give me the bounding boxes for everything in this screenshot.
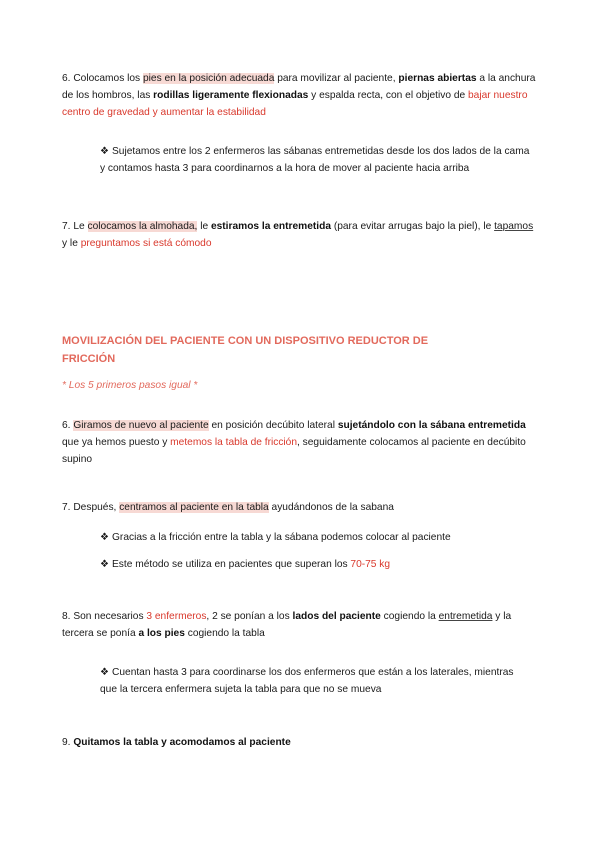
diamond-bullet-icon: ❖ [100,146,110,157]
text: , 2 se ponían a los [206,611,293,622]
bold-feet: a los pies [138,628,185,639]
bullet-text: Sujetamos entre los 2 enfermeros las sábanas entremetidas desde los dos lados de la cama y contamos hasta 3 para coordinarnos a la hora de mover al paciente hacia arriba [100,146,530,174]
text: le [197,221,211,232]
diamond-bullet-icon: ❖ [100,532,110,543]
red-three-nurses: 3 enfermeros [146,611,207,622]
text: 8. Son necesarios [62,611,147,622]
highlight-center-patient: centramos al paciente en la tabla [119,502,269,513]
bold-hold-sheet: sujetándolo con la sábana entremetida [337,420,526,431]
text: para movilizar al paciente, [274,73,399,84]
bullet-friction [100,529,532,546]
note-first-steps: * Los 5 primeros pasos igual * [62,380,198,391]
text: (para evitar arrugas bajo la piel), le [331,221,495,232]
bullet-text: Este método se utiliza en pacientes que superan los [112,559,351,570]
red-ask-comfort: preguntamos si está cómodo [80,238,212,249]
highlight-feet-position: pies en la posición adecuada [142,73,275,84]
paragraph-step-6-turn [62,417,538,468]
bullet-weight [100,556,532,573]
bullet-text: Cuentan hasta 3 para coordinarse los dos enfermeros que están a los laterales, mientras que la tercera enfermera sujeta la tabla para que no se mueva [100,667,514,695]
red-gravity-center: bajar nuestro centro de gravedad y aumentar la estabilidad [62,90,528,118]
text: y le [62,238,81,249]
paragraph-step-7-pillow [62,218,538,252]
underlined-sheet: entremetida [438,611,493,622]
text: y espalda recta, con el objetivo de [308,90,469,101]
section-heading: MOVILIZACIÓN DEL PACIENTE CON UN DISPOSITIVO REDUCTOR DE FRICCIÓN [62,335,429,365]
text: , seguidamente colocamos al paciente en decúbito supino [62,437,526,465]
text: cogiendo la tabla [184,628,265,639]
red-friction-board: metemos la tabla de fricción [170,437,298,448]
text: 7. Le [62,221,88,232]
text: 6. Colocamos los [62,73,143,84]
text: en posición decúbito lateral [208,420,338,431]
underlined-cover: tapamos [494,221,534,232]
text: y la tercera se ponía [62,611,512,639]
paragraph-step-8-nurses [62,608,538,642]
paragraph-step-6-position [62,70,538,121]
paragraph-step-9 [62,734,538,751]
bold-knees-flexed: rodillas ligeramente flexionadas [153,90,309,101]
diamond-bullet-icon: ❖ [100,667,110,678]
bold-sides: lados del paciente [292,611,381,622]
bullet-text: Gracias a la fricción entre la tabla y la sábana podemos colocar al paciente [112,532,451,543]
text: a la anchura de los hombros, las [62,73,536,101]
text: 6. [62,420,74,431]
diamond-bullet-icon: ❖ [100,559,110,570]
highlight-turn-patient: Giramos de nuevo al paciente [73,420,209,431]
text: cogiendo la [380,611,439,622]
text: 7. Después, [62,502,120,513]
text: ayudándonos de la sabana [268,502,394,513]
bullet-hold-sheets [100,143,532,177]
paragraph-step-7-center [62,499,538,516]
text: 9. [62,737,74,748]
highlight-pillow: colocamos la almohada, [87,221,198,232]
bold-remove-board: Quitamos la tabla y acomodamos al paciente [73,737,291,748]
bullet-count-three [100,664,532,698]
bold-stretch-sheet: estiramos la entremetida [210,221,331,232]
red-weight: 70-75 kg [350,559,391,570]
text: que ya hemos puesto y [62,437,171,448]
bold-legs-open: piernas abiertas [398,73,477,84]
